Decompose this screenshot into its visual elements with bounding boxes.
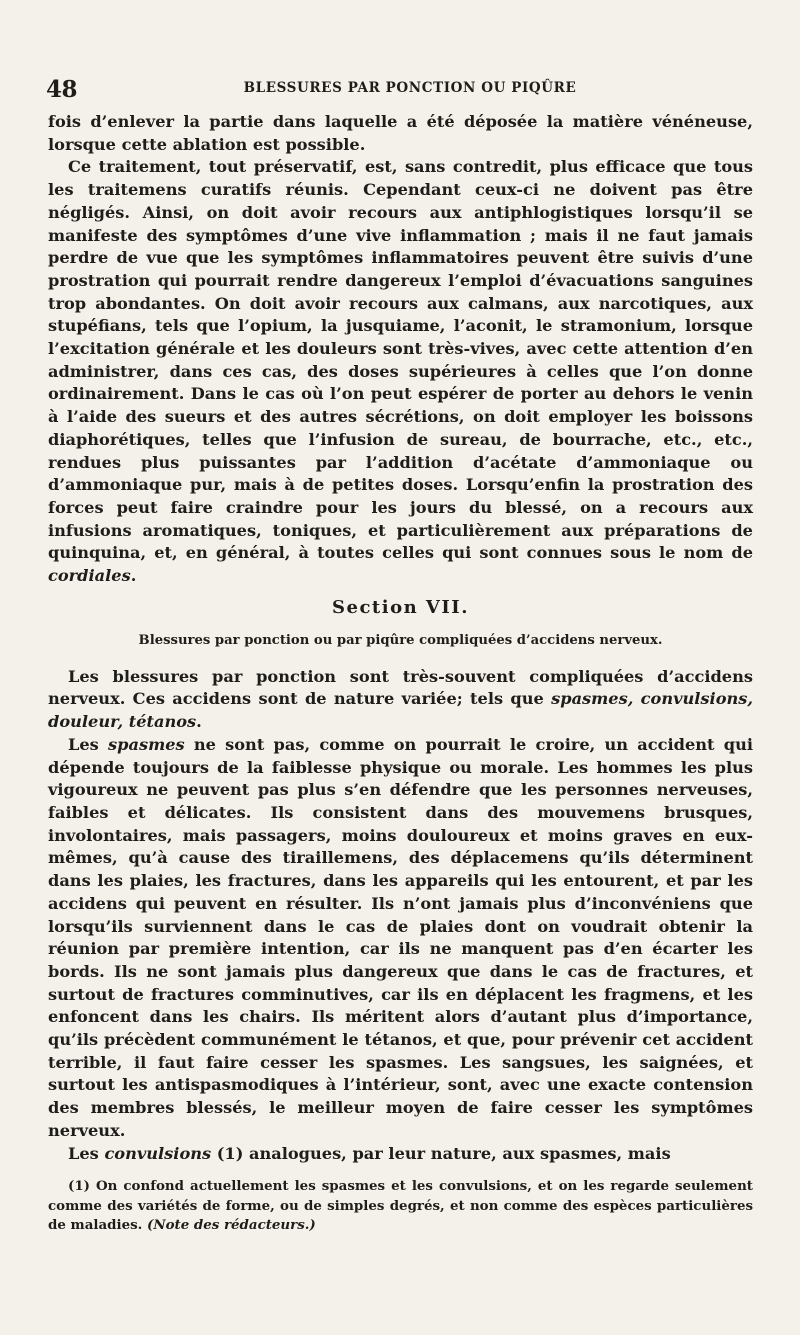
emphasis-term: convulsions [104,1143,212,1163]
paragraph [48,1143,753,1166]
running-head [46,76,754,102]
paragraph-text: ne sont pas, comme on pourrait le croire, un accident qui dépende toujours de la faiblesse physique ou morale. Les hommes les plus vigoureux ne peuvent pas plus s’en défendre que les personnes nerveuses, faibles et délicates. Ils consistent dans des mouvemens brusques, involontaires, mais passagers, moins douloureux et moins graves en eux-mêmes, qu’à cause des tiraillemens, des déplacemens qu’ils déterminent dans les plaies, les fractures, dans les appareils qui les entourent, et par les accidens qui peuvent en résulter. Ils n’ont jamais plus d’inconvéniens que lorsqu’ils surviennent dans le cas de plaies dont on voudrait obtenir la réunion par première intention, car ils ne manquent pas d’en écarter les bords. Ils ne sont jamais plus dangereux que dans le cas de fractures, et surtout de fractures comminutives, car ils en déplacent les fragmens, et les enfoncent dans les chairs. Ils méritent alors d’autant plus d’importance, qu’ils précèdent communément le tétanos, et que, pour prévenir cet accident terrible, il faut faire cesser les spasmes. Les sangsues, les saignées, et surtout les antispasmodiques à l’intérieur, sont, avec une exacte contension des membres blessés, le meilleur moyen de faire cesser les symptômes nerveux. [48,734,753,1140]
paragraph-text: Ce traitement, tout préservatif, est, sans contredit, plus efficace que tous les traitemens curatifs réunis. Cependant ceux-ci ne doivent pas être négligés. Ainsi, on doit avoir recours aux antiphlogistiques lorsqu’il se manifeste des symptômes d’une vive inflammation ; mais il ne faut jamais perdre de vue que les symptômes inflammatoires peuvent être suivis d’une prostration qui pourrait rendre dangereux l’emploi d’évacuations sanguines trop abondantes. On doit avoir recours aux calmans, aux narcotiques, aux stupéfians, tels que l’opium, la jusquiame, l’aconit, le stramonium, lorsque l’excitation générale et les douleurs sont très-vives, avec cette attention d’en administrer, dans ces cas, des doses supérieures à celles que l’on donne ordinairement. Dans le cas où l’on peut espérer de porter au dehors le venin à l’aide des sueurs et des autres sécrétions, on doit employer les boissons diaphorétiques, telles que l’infusion de sureau, de bourrache, etc., etc., rendues plus puissantes par l’addition d’acétate d’ammoniaque ou d’ammoniaque pur, mais à de petites doses. Lorsqu’enfin la prostration des forces peut faire craindre pour les jours du blessé, on a recours aux infusions aromatiques, toniques, et particulièrement aux préparations de quinquina, et, en général, à toutes celles qui sont connues sous le nom de [48,157,753,563]
running-title: BLESSURES PAR PONCTION OU PIQÛRE [243,80,577,96]
page-body [48,111,753,1236]
footnote-attribution: (Note des rédacteurs.) [147,1217,316,1234]
paragraph-text: (1) analogues, par leur nature, aux spasmes, mais [211,1143,671,1163]
emphasis-term: spasmes, convulsions, douleur, tétanos [48,689,754,732]
paragraph [48,156,753,587]
paragraph-text: . [196,712,202,732]
section-heading: Section VII. [332,596,469,618]
paragraph [48,666,753,734]
paragraph-text: Les [68,1143,105,1163]
page-number: 48 [46,76,78,103]
paragraph: fois d’enlever la partie dans laquelle a été déposée la matière vénéneuse, lorsque cette ablation est possible. [48,112,753,154]
section-subtitle: Blessures par ponction ou par piqûre compliquées d’accidens nerveux. [138,632,663,648]
paragraph-text: Les [68,734,109,754]
paragraph-text: . [130,566,137,586]
paragraph [48,734,753,1143]
emphasis-term: spasmes [108,734,185,754]
emphasis-term: cordiales [48,566,131,586]
footnote [48,1177,753,1236]
paragraph-text: Les blessures par ponction sont très-souvent compliquées d’accidens nerveux. Ces accidens sont de nature variée; tels que [48,666,753,709]
footnote-text: (1) On confond actuellement les spasmes et les convulsions, et on les regarde seulement comme des variétés de forme, ou de simples degrés, et non comme des espèces particulières de maladies. [48,1178,753,1234]
